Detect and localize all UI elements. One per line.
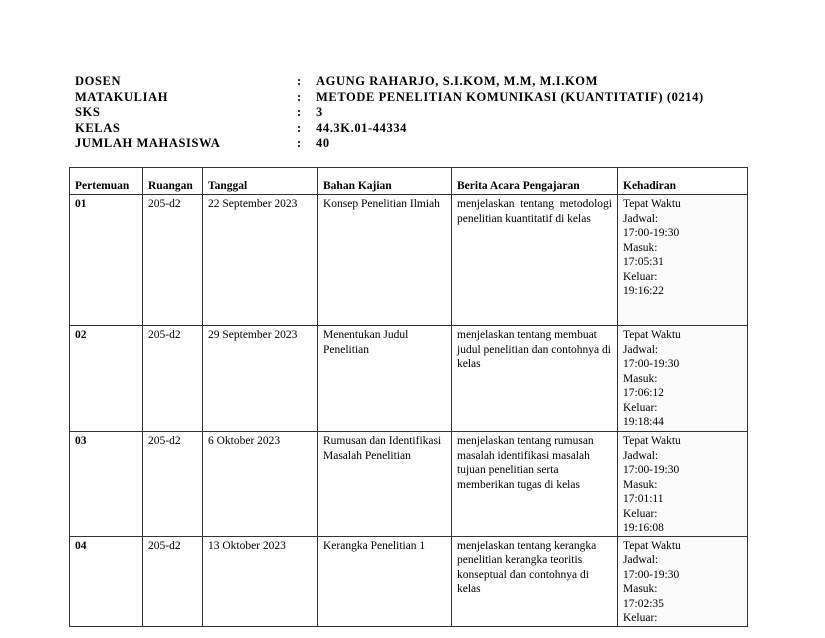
- table-header-row: [70, 168, 748, 195]
- jumlah-value: 40: [316, 136, 330, 150]
- course-header: [75, 74, 704, 152]
- column-header-ruangan: Ruangan: [143, 168, 203, 195]
- keluar-label: Keluar:: [623, 507, 658, 520]
- tanggal-cell: 13 Oktober 2023: [203, 536, 318, 626]
- masuk-label: Masuk:: [623, 478, 658, 491]
- jadwal-label: Jadwal:: [623, 449, 659, 462]
- column-header-pertemuan: Pertemuan: [70, 168, 143, 195]
- colon: :: [297, 89, 302, 104]
- colon: :: [297, 74, 302, 88]
- dosen-label: DOSEN: [75, 74, 122, 88]
- tanggal-cell: 22 September 2023: [203, 195, 318, 326]
- table-row: [70, 432, 748, 537]
- matakuliah-label: MATAKULIAH: [75, 89, 169, 104]
- status-text: Tepat Waktu: [623, 329, 681, 341]
- jadwal-value: 17:00-19:30: [623, 568, 680, 581]
- column-header-kehadiran: Kehadiran: [618, 168, 748, 195]
- table-row: [70, 536, 748, 626]
- masuk-value: 17:02:35: [623, 597, 664, 610]
- kehadiran-cell: [618, 195, 748, 326]
- dosen-value: AGUNG RAHARJO, S.I.KOM, M.M, M.I.KOM: [316, 74, 598, 88]
- kehadiran-cell: [618, 326, 748, 432]
- header-row-dosen: [75, 74, 704, 90]
- keluar-value: 19:16:22: [623, 285, 664, 297]
- ruangan-cell: 205-d2: [143, 195, 203, 326]
- tanggal-cell: 29 September 2023: [203, 326, 318, 432]
- colon: :: [297, 120, 302, 135]
- bahan-kajian-cell: Kerangka Penelitian 1: [318, 536, 452, 626]
- bahan-kajian-cell: Rumusan dan Identifikasi Masalah Penelitian: [318, 432, 452, 537]
- keluar-label: Keluar:: [623, 612, 658, 624]
- jadwal-label: Jadwal:: [623, 554, 659, 566]
- sks-value: 3: [316, 105, 323, 119]
- header-row-kelas: [75, 121, 704, 137]
- pertemuan-cell: 03: [70, 432, 143, 537]
- berita-acara-cell: menjelaskan tentang membuat judul penelitian dan contohnya di kelas: [452, 326, 618, 432]
- status-text: Tepat Waktu: [623, 539, 681, 552]
- status-text: Tepat Waktu: [623, 435, 681, 447]
- masuk-label: Masuk:: [623, 583, 658, 595]
- keluar-value: 19:16:08: [623, 522, 664, 534]
- masuk-label: Masuk:: [623, 241, 658, 254]
- ruangan-cell: 205-d2: [143, 326, 203, 432]
- berita-acara-cell: menjelaskan tentang kerangka penelitian kerangka teoritis konseptual dan contohnya di kelas: [452, 536, 618, 626]
- jumlah-label: JUMLAH MAHASISWA: [75, 136, 221, 150]
- matakuliah-value: METODE PENELITIAN KOMUNIKASI (KUANTITATIF) (0214): [316, 89, 704, 104]
- kelas-value: 44.3K.01-44334: [316, 120, 408, 135]
- column-header-berita-acara: Berita Acara Pengajaran: [452, 168, 618, 195]
- column-header-bahan-kajian: Bahan Kajian: [318, 168, 452, 195]
- jadwal-value: 17:00-19:30: [623, 358, 680, 370]
- jadwal-label: Jadwal:: [623, 343, 659, 356]
- keluar-label: Keluar:: [623, 401, 658, 414]
- berita-acara-cell: menjelaskan tentang rumusan masalah identifikasi masalah tujuan penelitian serta memberikan tugas di kelas: [452, 432, 618, 537]
- table-row: [70, 195, 748, 326]
- pertemuan-cell: 04: [70, 536, 143, 626]
- sks-label: SKS: [75, 105, 101, 119]
- jadwal-label: Jadwal:: [623, 212, 659, 225]
- header-row-sks: [75, 105, 704, 121]
- pertemuan-cell: 02: [70, 326, 143, 432]
- masuk-value: 17:05:31: [623, 256, 664, 268]
- keluar-label: Keluar:: [623, 270, 658, 283]
- jadwal-value: 17:00-19:30: [623, 464, 680, 476]
- tanggal-cell: 6 Oktober 2023: [203, 432, 318, 537]
- masuk-value: 17:01:11: [623, 493, 664, 505]
- pertemuan-cell: 01: [70, 195, 143, 326]
- jadwal-value: 17:00-19:30: [623, 227, 680, 239]
- keluar-value: 19:18:44: [623, 416, 664, 428]
- kelas-label: KELAS: [75, 120, 121, 135]
- colon: :: [297, 105, 302, 119]
- header-row-matakuliah: [75, 90, 704, 106]
- column-header-tanggal: Tanggal: [203, 168, 318, 195]
- masuk-label: Masuk:: [623, 372, 658, 385]
- ruangan-cell: 205-d2: [143, 536, 203, 626]
- attendance-table: [69, 167, 748, 627]
- ruangan-cell: 205-d2: [143, 432, 203, 537]
- header-row-jumlah: [75, 136, 704, 152]
- status-text: Tepat Waktu: [623, 198, 681, 210]
- bahan-kajian-cell: Konsep Penelitian Ilmiah: [318, 195, 452, 326]
- kehadiran-cell: [618, 432, 748, 537]
- masuk-value: 17:06:12: [623, 387, 664, 399]
- colon: :: [297, 136, 302, 150]
- berita-acara-cell: menjelaskan tentang metodologi penelitian kuantitatif di kelas: [452, 195, 618, 326]
- bahan-kajian-cell: Menentukan Judul Penelitian: [318, 326, 452, 432]
- table-row: [70, 326, 748, 432]
- kehadiran-cell: [618, 536, 748, 626]
